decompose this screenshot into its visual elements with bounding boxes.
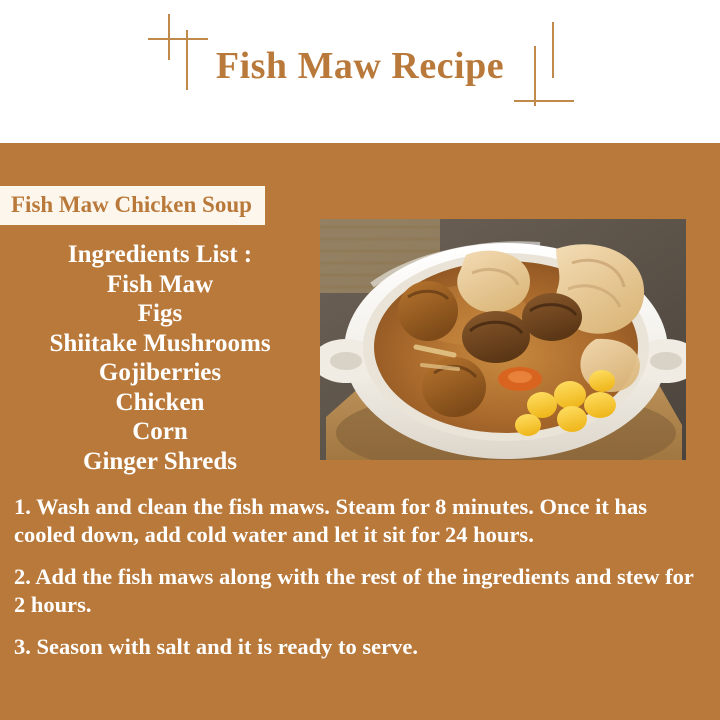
page-title: Fish Maw Recipe (215, 45, 505, 87)
ingredients-list (0, 240, 320, 476)
recipe-name-badge: Fish Maw Chicken Soup (0, 186, 265, 225)
header-decoration-line (148, 38, 208, 40)
ingredient-item: Shiitake Mushrooms (49, 329, 271, 357)
header-decoration-line (552, 22, 554, 78)
step-item: 1. Wash and clean the fish maws. Steam for 8 minutes. Once it has cooled down, add cold water and let it sit for 24 hours. (14, 494, 647, 547)
step-item: 2. Add the fish maws along with the rest of the ingredients and stew for 2 hours. (14, 564, 694, 617)
ingredient-item: Figs (137, 300, 183, 327)
header-decoration-line (514, 100, 574, 102)
header-decoration-line (534, 46, 536, 106)
poster-header (0, 0, 720, 143)
ingredient-item: Gojiberries (98, 359, 222, 386)
step-item: 3. Season with salt and it is ready to serve. (14, 634, 418, 659)
poster-body (0, 143, 720, 720)
ingredient-item: Corn (132, 418, 188, 445)
ingredient-item: Chicken (115, 388, 205, 416)
ingredients-list-title: Ingredients List : (67, 241, 253, 268)
soup-photo (320, 219, 686, 460)
ingredient-item: Ginger Shreds (83, 447, 237, 475)
ingredient-item: Fish Maw (106, 270, 214, 298)
steps-list (14, 493, 706, 675)
